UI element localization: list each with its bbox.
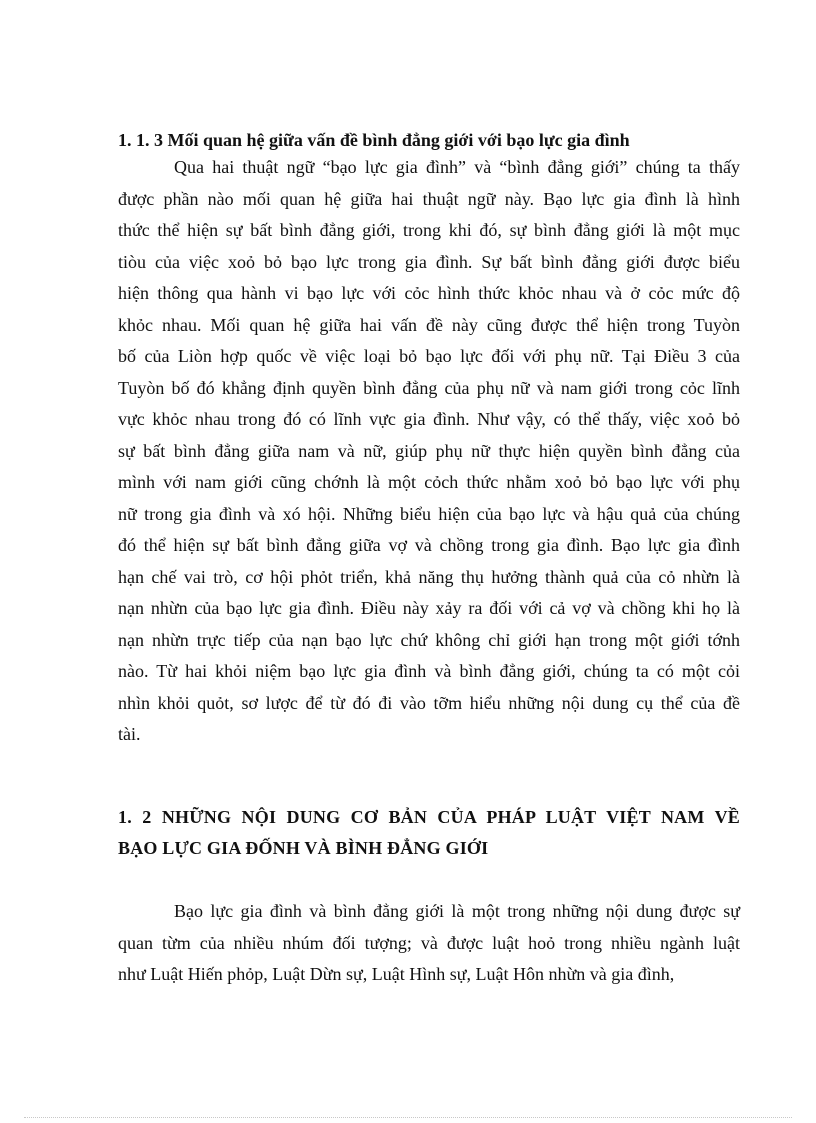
paragraph-line: khỏc nhau. Mối quan hệ giữa hai vấn đề này cũng được thể hiện trong Tuyòn [118, 314, 740, 335]
paragraph-line: như Luật Hiến phỏp, Luật Dừn sự, Luật Hình sự, Luật Hôn nhừn và gia đình, [118, 964, 675, 984]
paragraph-line: nữ trong gia đình và xó hội. Những biểu hiện của bạo lực và hậu quả của chúng [118, 503, 740, 524]
paragraph-line: Tuyòn bố đó khẳng định quyền bình đẳng của phụ nữ và nam giới trong cỏc lĩnh [118, 377, 740, 398]
paragraph-line: Qua hai thuật ngữ “bạo lực gia đình” và “bình đẳng giới” chúng ta thấy [174, 157, 740, 177]
paragraph-line: vực khỏc nhau trong đó có lĩnh vực gia đình. Như vậy, có thể thấy, việc xoỏ bỏ [118, 409, 740, 429]
paragraph-line: được phần nào mối quan hệ giữa hai thuật ngữ này. Bạo lực gia đình là hình [118, 188, 740, 209]
page-bottom-dotted-rule [24, 1117, 792, 1118]
paragraph-line: nạn nhừn trực tiếp của nạn bạo lực chứ không chỉ giới hạn trong một giới tớnh [118, 629, 740, 650]
paragraph-line: thức thể hiện sự bất bình đẳng giới, trong khi đó, sự bình đẳng giới là một mục [118, 220, 740, 240]
heading-line: BẠO LỰC GIA ĐỐNH VÀ BÌNH ĐẲNG GIỚI [118, 838, 489, 858]
paragraph-relationship [118, 152, 740, 751]
paragraph-line: bố của Liòn hợp quốc về việc loại bỏ bạo lực đối với phụ nữ. Tại Điều 3 của [118, 346, 740, 366]
paragraph-legal-content [118, 896, 740, 991]
paragraph-line: hạn chế vai trò, cơ hội phỏt triển, khả năng thụ hưởng thành quả của cỏ nhừn là [118, 566, 740, 587]
paragraph-line: hiện thông qua hành vi bạo lực với cỏc hình thức khỏc nhau và ở cỏc mức độ [118, 283, 740, 303]
paragraph-line: Bạo lực gia đình và bình đẳng giới là một trong những nội dung được sự [174, 901, 740, 921]
paragraph-line: nhìn khỏi quỏt, sơ lược để từ đó đi vào tỡm hiểu những nội dung cụ thể của đề [118, 692, 740, 713]
paragraph-line: mình với nam giới cũng chớnh là một cỏch thức nhằm xoỏ bỏ bạo lực với phụ [118, 472, 740, 492]
paragraph-line: nạn nhừn của bạo lực gia đình. Điều này xảy ra đối với cả vợ và chồng khi họ là [118, 598, 740, 618]
paragraph-line: tiòu của việc xoỏ bỏ bạo lực trong gia đình. Sự bất bình đẳng giới được biểu [118, 251, 740, 272]
paragraph-line: sự bất bình đẳng giữa nam và nữ, giúp phụ nữ thực hiện quyền bình đẳng của [118, 440, 740, 461]
section-heading-1-2 [118, 802, 740, 864]
paragraph-line: tài. [118, 724, 141, 744]
heading-line: 1. 2 NHỮNG NỘI DUNG CƠ BẢN CỦA PHÁP LUẬT VIỆT NAM VỀ [118, 807, 740, 827]
section-heading-1-1-3: 1. 1. 3 Mối quan hệ giữa vấn đề bình đẳng giới với bạo lực gia đình [118, 130, 630, 150]
paragraph-line: nào. Từ hai khỏi niệm bạo lực gia đình và bình đẳng giới, chúng ta có một cỏi [118, 661, 740, 681]
paragraph-line: quan từm của nhiều nhúm đối tượng; và được luật hoỏ trong nhiều ngành luật [118, 932, 740, 953]
paragraph-line: đó thể hiện sự bất bình đẳng giữa vợ và chồng trong gia đình. Bạo lực gia đình [118, 535, 740, 555]
